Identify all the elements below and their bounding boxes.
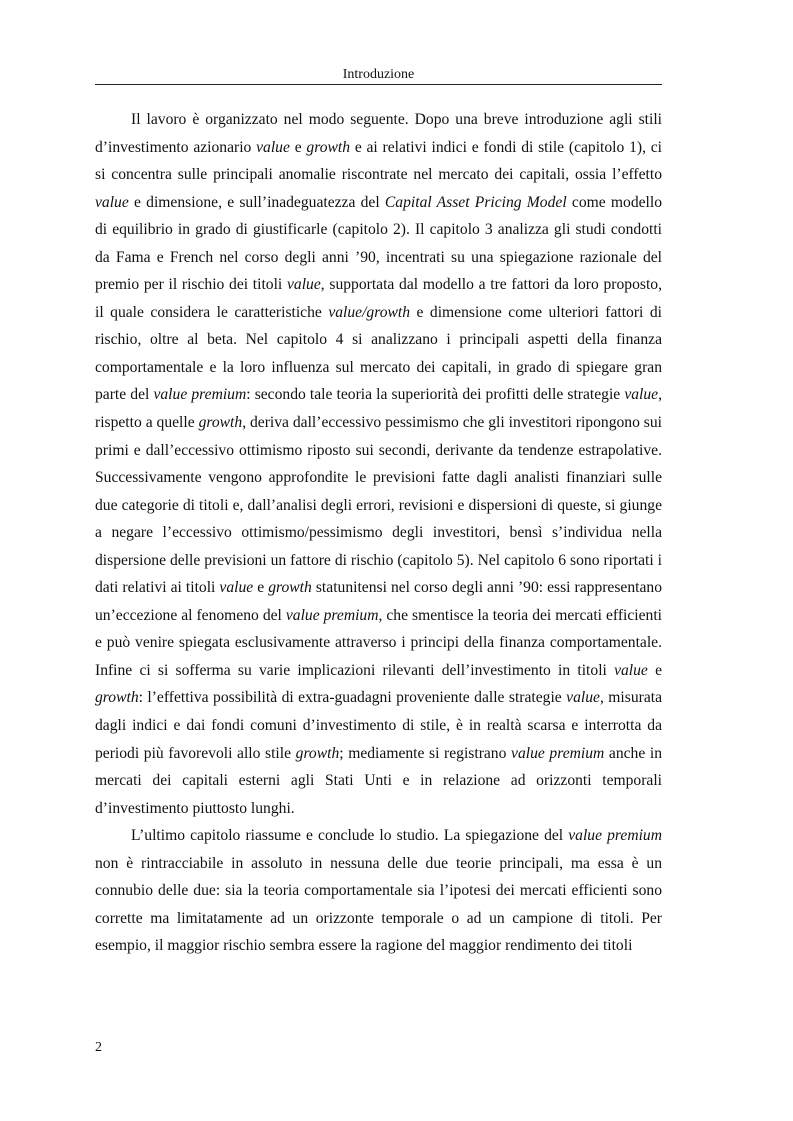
body-text [95,106,662,960]
italic-term: value [566,689,600,707]
text-run: , supportata dal modello a tre fattori da loro proposto, il quale considera le caratteristiche [95,276,662,321]
italic-term: value premium [568,827,662,845]
text-run: e [289,138,307,156]
italic-term: value premium [153,386,247,404]
text-run: e dimensione, e sull’inadeguatezza del [128,193,385,211]
text-run: e [253,579,269,597]
italic-term: growth [268,579,312,597]
text-run: e dimensione come ulteriori fattori di rischio, oltre al beta. Nel capitolo 4 si analizzano i principali aspetti della finanza comportamentale e la loro influenza sul mercato dei capitali, in grado di spiegare gran parte del [95,303,662,404]
text-run: Il lavoro è organizzato nel modo seguente. Dopo una breve introduzione agli stili d’investimento azionario [95,111,662,156]
header-rule [95,84,662,85]
italic-term: value [624,386,659,404]
paragraph-1 [95,106,662,822]
text-run: statunitensi nel corso degli anni ’90: essi rappresentano un’eccezione al fenomeno del [95,579,662,624]
text-run: L’ultimo capitolo riassume e conclude lo studio. La spiegazione del [131,827,569,845]
text-run: non è rintracciabile in assoluto in nessuna delle due teorie principali, ma essa è un connubio delle due: sia la teoria comportamentale sia l’ipotesi dei mercati efficienti sono corrette ma limitatamente ad un orizzonte temporale o ad un campione di titoli. Per esempio, il maggior rischio sembra essere la ragione del maggior rendimento dei titoli [95,854,662,955]
italic-term: growth [306,138,351,156]
italic-term: value premium [511,744,605,762]
italic-term: value premium [285,606,379,624]
italic-term: value [95,193,129,211]
paragraph-2 [95,822,662,960]
italic-term: value [286,276,321,294]
text-run: e [647,661,662,679]
italic-term: growth [295,744,340,762]
italic-term: value [256,138,290,156]
text-run: , misurata dagli indici e dai fondi comuni d’investimento di stile, è in realtà scarsa e interrotta da periodi più favorevoli allo stile [95,689,662,762]
italic-term: value [614,661,648,679]
italic-term: Capital Asset Pricing Model [384,193,567,211]
italic-term: value [219,579,254,597]
text-run: , che smentisce la teoria dei mercati efficienti e può venire spiegata esclusivamente attraverso i principi della finanza comportamentale. Infine ci si sofferma su varie implicazioni rilevanti dell’investimento in titoli [95,606,662,679]
running-header-title: Introduzione [342,67,415,82]
text-run: : secondo tale teoria la superiorità dei profitti delle strategie [246,386,625,404]
text-run: come modello di equilibrio in grado di giustificarle (capitolo 2). Il capitolo 3 analizza gli studi condotti da Fama e French nel corso degli anni ’90, incentrati su una spiegazione razionale del premio per il rischio dei titoli [95,193,663,294]
text-run: e ai relativi indici e fondi di stile (capitolo 1), ci si concentra sulle principali anomalie riscontrate nel mercato dei capitali, ossia l’effetto [95,138,662,184]
italic-term: growth [198,414,243,432]
page-number: 2 [95,1040,102,1055]
text-run: : l’effettiva possibilità di extra-guadagni proveniente dalle strategie [138,689,567,707]
text-run: ; mediamente si registrano [339,744,512,762]
text-run: , rispetto a quelle [95,386,663,432]
text-run: , deriva dall’eccessivo pessimismo che gli investitori ripongono sui primi e dall’eccessivo ottimismo riposto sui secondi, derivante da tendenze estrapolative. Successivamente vengono approfondite le previsioni fatte dagli analisti finanziari sulle due categorie di titoli e, dall’analisi degli errori, revisioni e dispersioni di queste, si giunge a negare l’eccessivo ottimismo/pessimismo degli investitori, bensì s’individua nella dispersione delle previsioni un fattore di rischio (capitolo 5). Nel capitolo 6 sono riportati i dati relativi ai titoli [95,414,662,597]
italic-term: growth [95,689,139,707]
text-run: anche in mercati dei capitali esterni agli Stati Unti e in relazione ad orizzonti temporali d’investimento piuttosto lunghi. [95,744,662,817]
italic-term: value/growth [328,303,411,321]
